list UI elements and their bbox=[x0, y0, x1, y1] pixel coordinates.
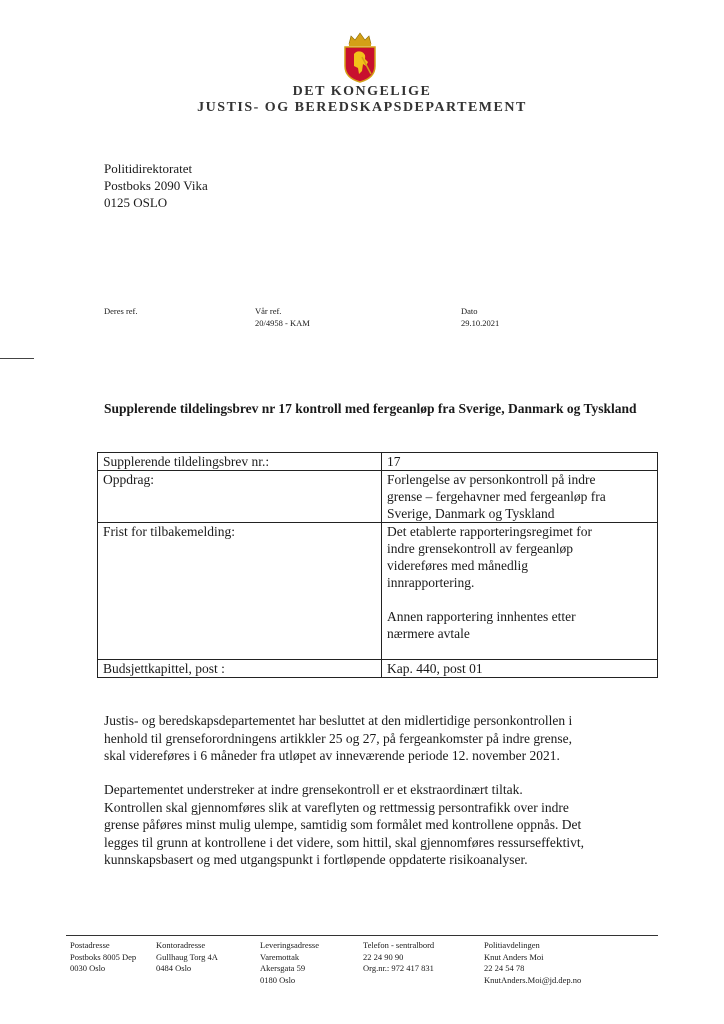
var-ref-label: Vår ref. bbox=[255, 306, 282, 316]
coat-of-arms-icon bbox=[335, 30, 385, 84]
footer-leveringsadresse: Leveringsadresse Varemottak Akersgata 59 0180 Oslo bbox=[260, 940, 320, 985]
var-ref-value: 20/4958 - KAM bbox=[255, 318, 310, 328]
footer-postadresse: Postadresse Postboks 8005 Dep 0030 Oslo bbox=[70, 940, 137, 973]
footer-divider bbox=[66, 935, 658, 936]
ministry-name-line1: DET KONGELIGE bbox=[292, 84, 432, 99]
table-label: Oppdrag: bbox=[98, 471, 382, 523]
recipient-city: 0125 OSLO bbox=[104, 195, 168, 210]
table-label: Budsjettkapittel, post : bbox=[98, 660, 382, 678]
recipient-postbox: Postboks 2090 Vika bbox=[104, 178, 208, 193]
contact-email-link[interactable]: KnutAnders.Moi@jd.dep.no bbox=[484, 974, 582, 985]
table-value: Forlengelse av personkontroll på indre grense – fergehavner med fergeanløp fra Sverige, Danmark og Tyskland bbox=[382, 471, 658, 523]
table-row bbox=[98, 660, 658, 678]
assignment-table bbox=[97, 452, 658, 678]
table-row bbox=[98, 453, 658, 471]
footer-avdeling: Politiavdelingen Knut Anders Moi 22 24 54 78 KnutAnders.Moi@jd.dep.no bbox=[484, 940, 582, 985]
recipient-name: Politidirektoratet bbox=[104, 161, 193, 176]
body-paragraph-2: Departementet understreker at indre grensekontroll er et ekstraordinært tiltak. Kontrollen skal gjennomføres slik at vareflyten og rettmessig persontrafikk over indre grense påføres minst mulig ulempe, samtidig som formålet med kontrollene oppnås. Det legges til grunn at kontrollene i det videre, som hittil, skal gjennomføres ressurseffektivt, kunnskapsbasert og med utgangspunkt i fortløpende oppdaterte risikoanalyser. bbox=[104, 782, 585, 867]
dato bbox=[461, 305, 499, 329]
deres-ref-label: Deres ref. bbox=[104, 306, 138, 316]
body-paragraph-1: Justis- og beredskapsdepartementet har besluttet at den midlertidige personkontrollen i henhold til grenseforordningens artikkler 25 og 27, på fergeankomster på indre grense, skal videreføres i 6 måneder fra utløpet av inneværende periode 12. november 2021. bbox=[104, 713, 573, 763]
footer-telefon: Telefon - sentralbord 22 24 90 90 Org.nr.: 972 417 831 bbox=[363, 940, 435, 973]
table-value: 17 bbox=[382, 453, 658, 471]
table-label: Supplerende tildelingsbrev nr.: bbox=[98, 453, 382, 471]
fold-mark bbox=[0, 358, 34, 359]
dato-label: Dato bbox=[461, 306, 478, 316]
letter-subject: Supplerende tildelingsbrev nr 17 kontroll med fergeanløp fra Sverige, Danmark og Tyskland bbox=[104, 401, 637, 416]
table-row bbox=[98, 471, 658, 523]
table-label: Frist for tilbakemelding: bbox=[98, 523, 382, 660]
footer-kontoradresse: Kontoradresse Gullhaug Torg 4A 0484 Oslo bbox=[156, 940, 218, 973]
ministry-name-line2: JUSTIS- OG BEREDSKAPSDEPARTEMENT bbox=[197, 100, 527, 115]
var-ref bbox=[255, 305, 310, 329]
dato-value: 29.10.2021 bbox=[461, 318, 500, 328]
table-value: Kap. 440, post 01 bbox=[382, 660, 658, 678]
table-value: Det etablerte rapporteringsregimet for indre grensekontroll av fergeanløp videreføres med månedlig innrapportering. Annen rapportering innhentes etter nærmere avtale bbox=[382, 523, 658, 660]
recipient-address bbox=[104, 160, 208, 211]
table-row bbox=[98, 523, 658, 660]
